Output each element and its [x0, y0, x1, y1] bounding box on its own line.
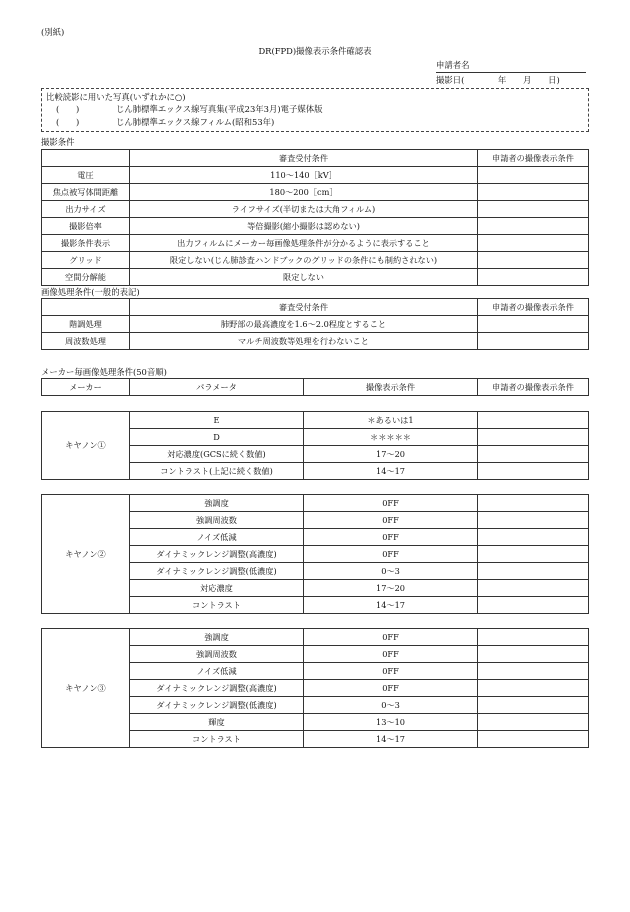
processing-row-applicant-input[interactable]	[478, 333, 589, 350]
param-applicant-input[interactable]	[478, 680, 589, 697]
imaging-header-review: 審査受付条件	[130, 150, 478, 167]
param-applicant-input[interactable]	[478, 697, 589, 714]
processing-row-condition: 肺野部の最高濃度を1.6～2.0程度とすること	[130, 316, 478, 333]
processing-row-applicant-input[interactable]	[478, 316, 589, 333]
maker-group-canon-1	[41, 411, 589, 480]
imaging-row-condition: 180～200［cm］	[130, 184, 478, 201]
param-name: 対応濃度	[130, 580, 304, 597]
param-name: E	[130, 412, 304, 429]
comparison-option-2-mark[interactable]: ( )	[56, 117, 80, 127]
comparison-option-1-mark[interactable]: ( )	[56, 104, 80, 114]
attachment-label: (別紙)	[41, 27, 65, 37]
imaging-row-name: グリッド	[42, 252, 130, 269]
param-applicant-input[interactable]	[478, 646, 589, 663]
imaging-row-applicant-input[interactable]	[478, 201, 589, 218]
maker-heading: メーカー毎画像処理条件(50音順)	[41, 367, 167, 377]
param-name: D	[130, 429, 304, 446]
imaging-row-condition: 等倍撮影(縮小撮影は認めない)	[130, 218, 478, 235]
processing-header-review: 審査受付条件	[130, 299, 478, 316]
processing-header-applicant: 申請者の撮像表示条件	[478, 299, 589, 316]
param-value: 0FF	[304, 495, 478, 512]
param-value: 0～3	[304, 697, 478, 714]
param-value: 0FF	[304, 546, 478, 563]
param-name: 強調周波数	[130, 512, 304, 529]
param-applicant-input[interactable]	[478, 529, 589, 546]
imaging-row-name: 撮影条件表示	[42, 235, 130, 252]
param-applicant-input[interactable]	[478, 512, 589, 529]
param-value: ＊あるいは1	[304, 412, 478, 429]
shooting-date-field[interactable]	[436, 74, 560, 86]
param-name: コントラスト	[130, 597, 304, 614]
param-value: 17～20	[304, 446, 478, 463]
applicant-name-label: 申請者名	[436, 60, 470, 70]
param-value: 0FF	[304, 663, 478, 680]
param-name: 輝度	[130, 714, 304, 731]
param-name: ダイナミックレンジ調整(高濃度)	[130, 546, 304, 563]
processing-header-blank	[42, 299, 130, 316]
param-value: 14～17	[304, 597, 478, 614]
param-applicant-input[interactable]	[478, 429, 589, 446]
param-applicant-input[interactable]	[478, 597, 589, 614]
param-applicant-input[interactable]	[478, 663, 589, 680]
imaging-row-name: 電圧	[42, 167, 130, 184]
shooting-date-label: 撮影日( 年 月 日)	[436, 75, 560, 85]
maker-name: キヤノン①	[42, 412, 130, 480]
param-name: ダイナミックレンジ調整(高濃度)	[130, 680, 304, 697]
param-value: 0～3	[304, 563, 478, 580]
comparison-option-2-text: じん肺標準エックス線フィルム(昭和53年)	[116, 117, 275, 127]
comparison-option-1-text: じん肺標準エックス線写真集(平成23年3月)電子媒体版	[116, 104, 323, 114]
param-value: 14～17	[304, 731, 478, 748]
maker-group-canon-2	[41, 494, 589, 614]
param-name: 強調周波数	[130, 646, 304, 663]
param-applicant-input[interactable]	[478, 714, 589, 731]
param-name: ノイズ低減	[130, 529, 304, 546]
param-applicant-input[interactable]	[478, 463, 589, 480]
imaging-row-name: 出力サイズ	[42, 201, 130, 218]
param-applicant-input[interactable]	[478, 412, 589, 429]
param-name: 強調度	[130, 629, 304, 646]
comparison-heading: 比較読影に用いた写真(いずれかに○)	[46, 92, 186, 102]
param-name: ダイナミックレンジ調整(低濃度)	[130, 697, 304, 714]
imaging-row-condition: 限定しない(じん肺診査ハンドブックのグリッドの条件にも制約されない)	[130, 252, 478, 269]
maker-header-maker: メーカー	[42, 379, 130, 396]
applicant-name-field[interactable]	[436, 59, 586, 73]
param-applicant-input[interactable]	[478, 446, 589, 463]
imaging-row-applicant-input[interactable]	[478, 235, 589, 252]
imaging-row-name: 焦点被写体間距離	[42, 184, 130, 201]
imaging-heading: 撮影条件	[41, 137, 75, 147]
processing-heading: 画像処理条件(一般的表記)	[41, 287, 140, 297]
param-value: 14～17	[304, 463, 478, 480]
imaging-row-condition: 出力フィルムにメーカー毎画像処理条件が分かるように表示すること	[130, 235, 478, 252]
processing-conditions-table	[41, 298, 589, 350]
param-value: 0FF	[304, 629, 478, 646]
param-value: 17～20	[304, 580, 478, 597]
processing-row-name: 周波数処理	[42, 333, 130, 350]
imaging-conditions-table	[41, 149, 589, 286]
imaging-row-condition: 限定しない	[130, 269, 478, 286]
imaging-header-blank	[42, 150, 130, 167]
imaging-row-applicant-input[interactable]	[478, 184, 589, 201]
maker-header-param: パラメータ	[130, 379, 304, 396]
maker-group-canon-3	[41, 628, 589, 748]
param-name: ダイナミックレンジ調整(低濃度)	[130, 563, 304, 580]
param-value: 0FF	[304, 680, 478, 697]
param-name: 対応濃度(GCSに続く数値)	[130, 446, 304, 463]
param-applicant-input[interactable]	[478, 495, 589, 512]
imaging-row-applicant-input[interactable]	[478, 218, 589, 235]
param-value: ＊＊＊＊＊	[304, 429, 478, 446]
param-applicant-input[interactable]	[478, 731, 589, 748]
maker-name: キヤノン②	[42, 495, 130, 614]
imaging-row-name: 空間分解能	[42, 269, 130, 286]
param-name: コントラスト	[130, 731, 304, 748]
param-name: ノイズ低減	[130, 663, 304, 680]
param-applicant-input[interactable]	[478, 580, 589, 597]
maker-name: キヤノン③	[42, 629, 130, 748]
maker-header-table	[41, 378, 589, 396]
imaging-row-condition: 110～140［kV］	[130, 167, 478, 184]
maker-header-display: 撮像表示条件	[304, 379, 478, 396]
imaging-row-applicant-input[interactable]	[478, 167, 589, 184]
maker-header-applicant: 申請者の撮像表示条件	[478, 379, 589, 396]
processing-row-name: 階調処理	[42, 316, 130, 333]
imaging-row-condition: ライフサイズ(半切または大角フィルム)	[130, 201, 478, 218]
param-applicant-input[interactable]	[478, 546, 589, 563]
imaging-row-name: 撮影倍率	[42, 218, 130, 235]
param-value: 13～10	[304, 714, 478, 731]
param-value: 0FF	[304, 512, 478, 529]
imaging-row-applicant-input[interactable]	[478, 252, 589, 269]
param-applicant-input[interactable]	[478, 629, 589, 646]
comparison-photo-box	[41, 88, 589, 132]
param-name: コントラスト(上記に続く数値)	[130, 463, 304, 480]
processing-row-condition: マルチ周波数等処理を行わないこと	[130, 333, 478, 350]
param-value: 0FF	[304, 529, 478, 546]
imaging-row-applicant-input[interactable]	[478, 269, 589, 286]
param-name: 強調度	[130, 495, 304, 512]
document-title: DR(FPD)撮像表示条件確認表	[258, 46, 372, 56]
param-value: 0FF	[304, 646, 478, 663]
param-applicant-input[interactable]	[478, 563, 589, 580]
imaging-header-applicant: 申請者の撮像表示条件	[478, 150, 589, 167]
